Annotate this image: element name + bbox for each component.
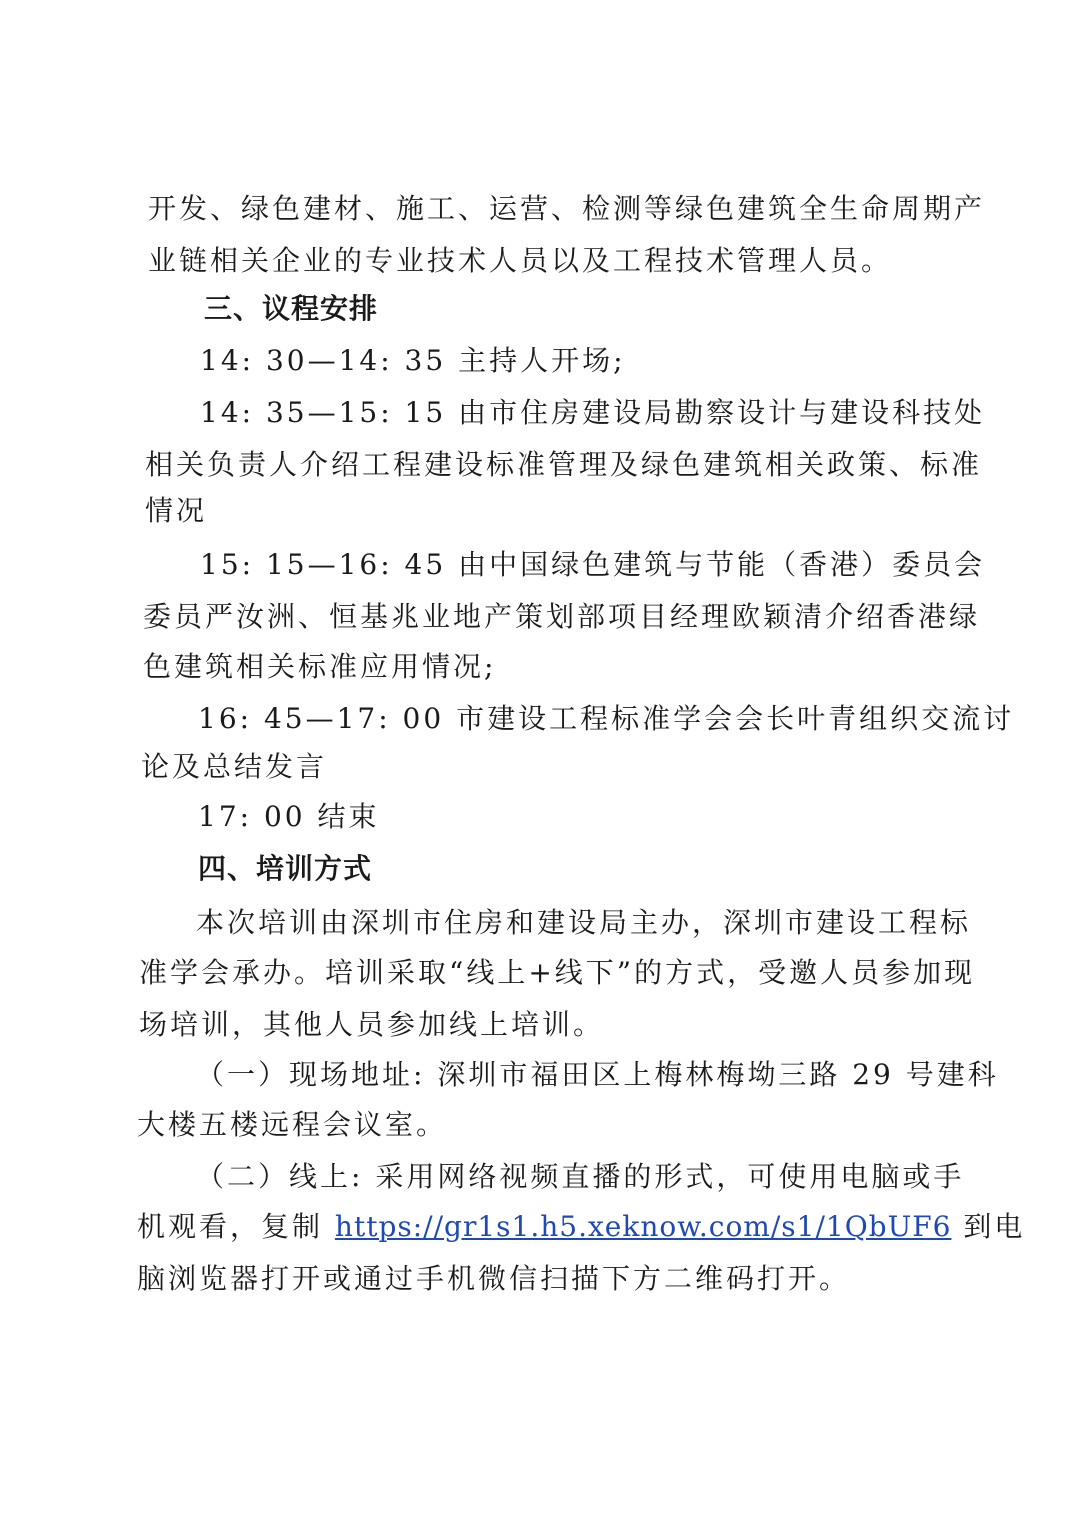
online-line-2 xyxy=(137,1210,1025,1244)
section-heading-agenda: 三、议程安排 xyxy=(204,292,379,325)
agenda-item-3: 15: 15—16: 45 由中国绿色建筑与节能（香港）委员会 xyxy=(200,548,986,581)
agenda-item-4-cont: 论及总结发言 xyxy=(141,750,328,783)
agenda-item-2: 14: 35—15: 15 由市住房建设局勘察设计与建设科技处 xyxy=(200,396,986,429)
onsite-address-line-1: （一）现场地址: 深圳市福田区上梅林梅坳三路 29 号建科 xyxy=(196,1058,999,1091)
agenda-item-3-cont-1: 委员严汝洲、恒基兆业地产策划部项目经理欧颖清介绍香港绿 xyxy=(143,600,981,633)
agenda-item-4: 16: 45—17: 00 市建设工程标准学会会长叶青组织交流讨 xyxy=(198,702,1015,735)
online-line-3: 脑浏览器打开或通过手机微信扫描下方二维码打开。 xyxy=(137,1262,851,1295)
body-line-2: 业链相关企业的专业技术人员以及工程技术管理人员。 xyxy=(148,244,893,277)
agenda-item-5: 17: 00 结束 xyxy=(198,800,380,833)
online-line-1: （二）线上: 采用网络视频直播的形式，可使用电脑或手 xyxy=(196,1160,965,1193)
section-heading-training-method: 四、培训方式 xyxy=(198,852,373,885)
agenda-item-2-cont-1: 相关负责人介绍工程建设标准管理及绿色建筑相关政策、标准 xyxy=(145,448,983,481)
agenda-item-2-cont-2: 情况 xyxy=(145,494,208,527)
onsite-address-line-2: 大楼五楼远程会议室。 xyxy=(137,1108,448,1141)
training-para-line-3: 场培训，其他人员参加线上培训。 xyxy=(139,1008,605,1041)
training-para-line-1: 本次培训由深圳市住房和建设局主办，深圳市建设工程标 xyxy=(196,906,972,939)
online-line-2-prefix: 机观看，复制 xyxy=(137,1210,335,1243)
agenda-item-1: 14: 30—14: 35 主持人开场; xyxy=(200,344,626,377)
agenda-item-3-cont-2: 色建筑相关标准应用情况; xyxy=(143,650,497,683)
online-line-2-suffix: 到电 xyxy=(951,1210,1026,1243)
live-stream-link[interactable]: https://gr1s1.h5.xeknow.com/s1/1QbUF6 xyxy=(334,1210,952,1243)
training-para-line-2: 准学会承办。培训采取“线上+线下”的方式，受邀人员参加现 xyxy=(139,956,976,989)
body-line-1: 开发、绿色建材、施工、运营、检测等绿色建筑全生命周期产 xyxy=(148,192,986,225)
